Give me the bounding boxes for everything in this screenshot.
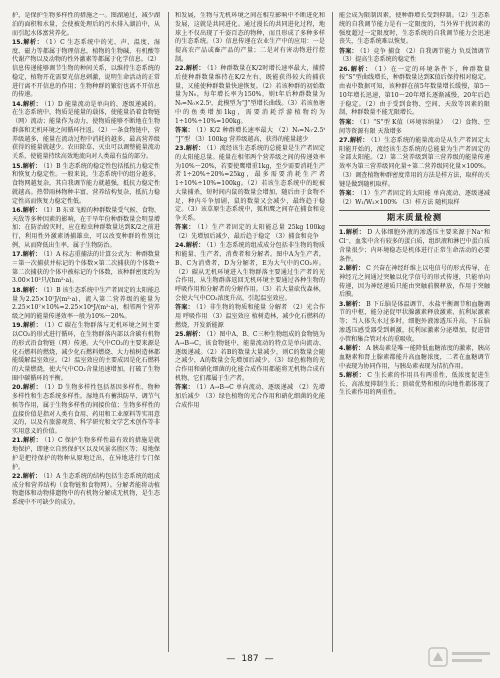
footer-dash: — (226, 654, 236, 664)
section-title: 期末质量检测 (339, 210, 490, 226)
paragraph-text: （1）A 生态系统的结构包括生态系统的组成成分和营养结构（食物链和食物网）。分解者能将动植物遗体和动物排遗物中的有机物分解成无机物，是生态系统中不可缺少的成分。 (12, 472, 160, 507)
question-number: 19. (12, 322, 23, 330)
paragraph-text: （1）D 生物多样性包括基因多样性、物种多样性和生态系统多样性。湿地具有蓄洪防旱、调节气候等作用，属于生物多样性的间接价值；生物多样性的直接价值是指对人类有食用、药用和工业原料等实用意义的，以及有旅游观赏、科学研究和文学艺术创作等非实用意义的价值。 (12, 384, 160, 435)
explanation-paragraph (339, 372, 490, 398)
explanation-label: 解析： (22, 251, 42, 259)
question-number: 21. (12, 437, 23, 445)
question-number: 15. (12, 38, 23, 46)
paragraph-text: （1）B 东亚飞蝗的种群数量受气候、食物、天敌等多种因素的影响，在干旱年份种群数量会明显增加；在防治蝗灾时，应在蝗虫种群数量达到K/2之前进行，利用性外激素诱捕雄虫，可以改变种群的性别比例，从而降低出生率，属于生物防治。 (12, 206, 160, 249)
column-divider (168, 12, 169, 652)
explanation-paragraph (339, 265, 490, 300)
explanation-paragraph (12, 384, 160, 437)
explanation-paragraph (12, 287, 160, 322)
column-divider (332, 12, 333, 652)
paragraph-text: （1）生产者固定的太阳能总量 25kg 100kg （2）先增加后减少，最后趋于稳定 （3）捕食和竞争 (175, 224, 325, 241)
explanation-paragraph (12, 473, 160, 508)
explanation-paragraph (339, 137, 490, 190)
question-number: 14. (12, 100, 23, 108)
explanation-paragraph (339, 301, 490, 345)
paragraph-text: （1）A→B→C 单向流动、逐级递减 （2）先增加后减少 （3）绿色植物的光合作用和硝化细菌的化能合成作用 (175, 384, 325, 409)
answer-label: 答案： (339, 118, 358, 126)
footer-dash: — (264, 654, 274, 664)
question-number: 16. (12, 206, 23, 214)
explanation-label: 解析： (22, 100, 43, 108)
explanation-paragraph (12, 101, 160, 162)
answer-paragraph (175, 384, 325, 410)
answer-paragraph (339, 190, 490, 208)
paragraph-text: （1）在一定的环境条件下，种群数量按“S”型曲线增长，种群数量达到K值后保持相对稳定。由表中数据可知，该种群在前5年数量增长缓慢，第5～10年增长迅速，第10～20年增长逐渐减慢，20年后趋于稳定。（2）由于受到食物、空间、天敌等因素的限制，种群数量不能无限增长。 (339, 65, 490, 117)
question-number: 22. (12, 472, 23, 480)
explanation-label: 解析： (22, 206, 42, 214)
explanation-label: 解析： (185, 242, 205, 250)
explanation-label: 解析： (345, 345, 365, 352)
explanation-paragraph (175, 331, 325, 384)
paragraph-text: （1）种群数量在K/2时增长速率最大，捕捞后使种群数量维持在K/2左右，既能获得较大的捕获量，又能使种群数量快速恢复。（2）若该种群的初始数量为N₀，每年增长率为150%，则t年后种群数量为Nₜ=N₀×2.5ᵗ，此模型为“J”型增长曲线。（3）若该鱼塘中的鱼类增加1kg，需要消耗浮游植物约为1÷10%÷10%=100kg。 (175, 65, 325, 125)
paragraph-text: （1）“S”型 K值（环境容纳量） （2）食物、空间等资源有限 天敌增多 (339, 118, 490, 135)
column-left (12, 12, 160, 652)
answer-paragraph (175, 304, 325, 330)
paragraph-text: C 生长素的作用具有两重性，低浓度促进生长，高浓度抑制生长；顶端优势和根的向地性都体现了生长素作用的两重性。 (339, 371, 490, 397)
paragraph-text: 能会成为限制因素，使种群增长受到抑制。（2）生态系统的自我调节能力是有一定限度的，当外界干扰因素的强度超过一定限度时，生态系统的自我调节能力会迅速丧失，生态系统难以恢复。 (339, 12, 490, 46)
explanation-paragraph (175, 12, 325, 65)
explanation-paragraph (339, 66, 490, 119)
explanation-label: 解析： (185, 331, 205, 339)
explanation-paragraph (12, 251, 160, 286)
explanation-label: 解析： (345, 371, 366, 379)
explanation-paragraph (12, 322, 160, 383)
explanation-label: 解析： (22, 38, 44, 46)
paragraph-text: B 下丘脑是体温调节、水盐平衡调节和血糖调节的中枢，能分泌促甲状腺激素释放激素、抗利尿激素等；当人体失水过多时，细胞外液渗透压升高，下丘脑渗透压感受器受到刺激，抗利尿激素分泌增加，促进肾小管和集合管对水的重吸收。 (339, 300, 490, 343)
explanation-label: 解析： (22, 472, 42, 480)
question-number: 20. (12, 384, 23, 392)
question-number: 17. (12, 251, 23, 259)
paragraph-text: 护，是保护生物多样性的措施之一。图湖通过，减少湖泊的面积和水量，会使被处理后的污水排入湖泊中，从而引起水体富营养化。 (12, 12, 160, 37)
explanation-label: 解析： (345, 300, 365, 308)
explanation-paragraph (12, 207, 160, 251)
explanation-label: 解析： (185, 145, 205, 153)
paragraph-text: （1）B 该生态系统中生产者固定的太阳能总量为2.25×10⁷J/(m²·a)，流入第二营养级的能量为2.25×10⁷×10%=2.25×10⁶J/(m²·a)，相邻两个营养级之间的能量传递效率一般为10%～20%。 (12, 286, 160, 321)
answer-label: 答案： (339, 189, 359, 197)
explanation-label: 解析： (22, 286, 42, 294)
answer-label: 答案： (175, 224, 196, 232)
explanation-label: 解析： (22, 162, 42, 170)
explanation-paragraph (12, 39, 160, 100)
explanation-label: 解析： (22, 322, 43, 330)
paragraph-text: （1）B 生态系统的稳定性包括抵抗力稳定性和恢复力稳定性。一般来说，生态系统中的组分越多，食物网越复杂，其自我调节能力就越强，抵抗力稳定性就越高。热带雨林物种丰富、营养结构复杂，抵抗力稳定性高而恢复力稳定性低。 (12, 162, 160, 205)
paragraph-text: D 人体细胞外液的渗透压主要来源于Na⁺和Cl⁻，血浆中含有较多的蛋白质，组织液和淋巴中蛋白质含量很少；内环境稳态是机体进行正常生命活动的必要条件。 (339, 229, 490, 263)
explanation-paragraph (339, 345, 490, 371)
explanation-label: 解析： (22, 384, 43, 392)
paragraph-text: （1）C 碳在生物群落与无机环境之间主要以CO₂的形式进行循环，在生物群落内部以含碳有机物的形式沿食物链（网）传递。大气中CO₂的主要来源是化石燃料的燃烧，减少化石燃料燃烧、大力植树造林都能缓解温室效应。（2）温室效应的主要成因是化石燃料的大量燃烧，使大气中CO₂含量迅速增加，打破了生物圈中碳循环的平衡。 (12, 322, 160, 382)
paragraph-text: （1）生产者固定的太阳能 单向流动、逐级递减 （2）W₁/W₂×100% （3）样方法 随机取样 (339, 189, 490, 206)
explanation-label: 解析： (22, 437, 43, 445)
column-middle (175, 12, 325, 652)
page-footer (0, 654, 500, 664)
question-number: 23. (175, 145, 186, 153)
paragraph-text: A 胰岛素是唯一能降低血糖浓度的激素，胰高血糖素和肾上腺素都能升高血糖浓度，二者在血糖调节中表现为协同作用，与胰岛素表现为拮抗作用。 (339, 345, 490, 370)
explanation-label: 解析： (345, 265, 365, 273)
explanation-paragraph (175, 242, 325, 303)
question-number: 5. (339, 371, 346, 379)
question-number: 27. (339, 136, 350, 144)
explanation-paragraph (339, 229, 490, 264)
answer-label: 答案： (339, 47, 358, 55)
paragraph-text: （1）生态系统的组成成分包括非生物的物质和能量、生产者、消费者和分解者。图中A为生产者，B、C为消费者，D为分解者，E为大气中的CO₂库。（2）碳从无机环境进入生物群落主要通过生产者的光合作用，从生物群落返回无机环境主要通过各种生物的呼吸作用和分解者的分解作用。（3）若大量砍伐森林，会使大气中CO₂浓度升高，引起温室效应。 (175, 242, 325, 302)
paragraph-text: （1）非生物的物质和能量 分解者 （2）光合作用 呼吸作用 （3）温室效应 植树造林，减少化石燃料的燃烧，开发新能源 (175, 304, 325, 329)
explanation-paragraph (12, 163, 160, 207)
explanation-paragraph (175, 65, 325, 126)
explanation-label: 解析： (185, 65, 205, 73)
question-number: 24. (175, 242, 186, 250)
paragraph-text: （1）A 标志重捕法的计算公式为：种群数量＝第一次捕获并标记的个体数×第二次捕获的个体数÷第二次捕获的个体中被标记的个体数，该种群密度约为3.00×10²只/(hm²·a)。 (12, 251, 160, 285)
paragraph-text: C 兴奋在神经纤维上以电信号的形式传导，在神经元之间通过突触以化学信号的形式传递，只能单向传递，因为神经递质只能由突触前膜释放，作用于突触后膜。 (339, 265, 490, 299)
question-number: 2. (339, 265, 346, 273)
answer-paragraph (175, 127, 325, 145)
answer-paragraph (339, 48, 490, 66)
question-number: 25. (175, 331, 186, 339)
page-number: 187 (241, 654, 259, 664)
explanation-label: 解析： (349, 65, 373, 73)
explanation-label: 解析： (349, 136, 369, 144)
paragraph-text: 和发展，生物与无机环境之间在相互影响中不断进化和发展，这就是共同进化。通过漫长的共同进化过程，地球上不仅出现了千姿百态的物种，而且形成了多种多样的生态系统。（3）信息传递在农业生产中的应用：一是提高农产品或畜产品的产量；二是对有害动物进行控制。 (175, 12, 325, 63)
explanation-paragraph (12, 437, 160, 472)
watermark-icon (428, 646, 492, 668)
answer-label: 答案： (175, 304, 194, 312)
paragraph-text: （1）生态系统的能量流动是从生产者固定太阳能开始的，流经该生态系统的总能量为生产者固定的全部太阳能。（2）第二营养级到第三营养级的能量传递效率为第三营养级同化量÷第二营养级同化量×100%。（3）调查植物种群密度常用的方法是样方法，取样的关键是做到随机取样。 (339, 136, 490, 188)
explanation-paragraph (12, 12, 160, 38)
explanation-paragraph (175, 145, 325, 224)
answer-label: 答案： (175, 384, 195, 392)
paragraph-text: （1）图中A、B、C三种生物组成的食物链为A→B→C，该食物链中，能量流动的特点是单向流动、逐级递减。（2）若B的数量大量减少，则C的数量会随之减少，A的数量会先增加后减少。（3）绿色植物的光合作用和硝化细菌的化能合成作用都能将无机物合成有机物，它们都属于生产者。 (175, 331, 325, 382)
paragraph-text: （1）竞争 捕食 （2）自我调节能力 负反馈调节 （3）提高生态系统的稳定性 (339, 47, 490, 64)
question-number: 26. (339, 65, 350, 73)
paragraph-text: （1）流经该生态系统的总能量是生产者固定的太阳能总量。能量在相邻两个营养级之间的传递效率为10%～20%，若要使鹰增重1kg，至少需要消耗生产者1÷20%÷20%=25kg，最多需要消耗生产者1÷10%÷10%=100kg。（2）若该生态系统中的蛇被大量捕杀，短时间内鼠的数量会增加，随后由于食物不足，种内斗争加剧，鼠的数量又会减少，最终趋于稳定。（3）该草原生态系统中，狐和鹰之间存在捕食和竞争关系。 (175, 145, 325, 223)
explanation-paragraph (339, 12, 490, 47)
question-number: 1. (339, 229, 346, 237)
question-number: 22. (175, 65, 186, 73)
paragraph-text: （1）K/2 种群增长速率最大 （2）Nₜ=N₀·2.5ᵗ “J”型 （3）100kg 营养级越高，获得的能量越少 (175, 126, 325, 143)
paragraph-text: （1）C 保护生物多样性最有效的措施是就地保护，即建立自然保护区以及风景名胜区等；易地保护是把待保护的物种从原地迁出，在异地进行专门保护。 (12, 437, 160, 471)
document-page (12, 12, 490, 652)
answer-label: 答案： (175, 126, 195, 134)
paragraph-text: （1）C 生态系统中的光、声、温度、湿度、磁力等都属于物理信息，植物的生物碱、有机酸等代谢产物以及动物的性外激素等都属于化学信息。（2）信息传递能够调节生物的种间关系，以维持生态系统的稳定，植物开花需要光信息刺激，说明生命活动的正常进行离不开信息的作用；生物种群的繁衍也离不开信息的传递。 (12, 38, 160, 99)
column-right (339, 12, 490, 652)
question-number: 18. (12, 286, 23, 294)
answer-paragraph (339, 119, 490, 137)
paragraph-text: （1）D 能量流动是单向的、逐级递减的。在生态系统中，物质是能量的载体，使能量沿着食物链（网）流动；能量作为动力，使物质能够不断地在生物群落和无机环境之间循环往返。（2）一条食物链中，营养级越多，能量在流动过程中消耗的越多，最高营养级获得的能量就越少。农田除草、灭虫可以调整能量流动关系，使能量持续高效地流向对人类最有益的部分。 (12, 100, 160, 161)
question-number: 4. (339, 345, 346, 352)
question-number: 3. (339, 300, 346, 308)
explanation-label: 解析： (345, 229, 366, 237)
question-number: 15. (12, 162, 23, 170)
answer-paragraph (175, 224, 325, 242)
